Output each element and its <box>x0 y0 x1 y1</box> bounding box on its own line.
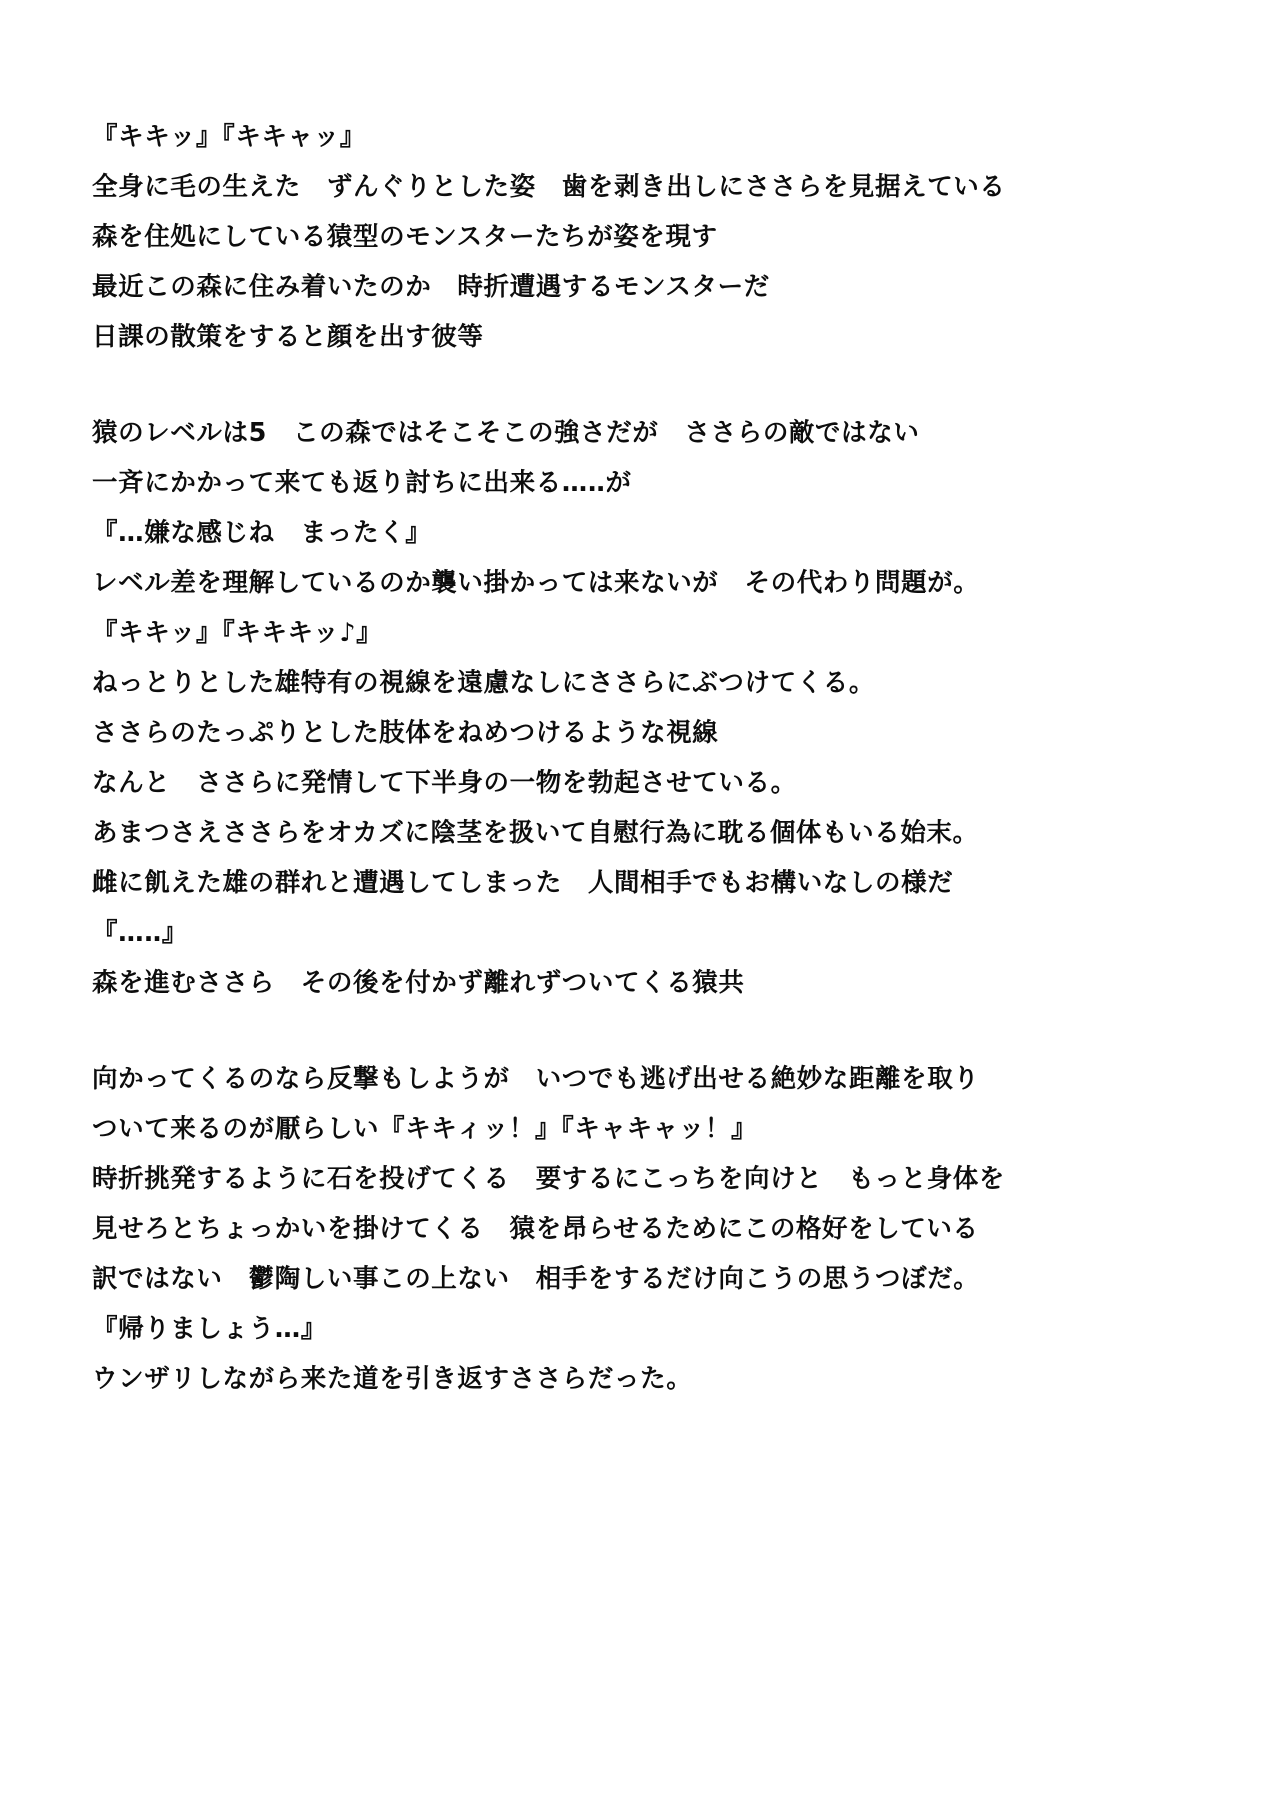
text-line: ウンザリしながら来た道を引き返すささらだった。 <box>92 1364 693 1394</box>
text-line: 森を進むささら その後を付かず離れずついてくる猿共 <box>92 968 745 998</box>
text-line: 最近この森に住み着いたのか 時折遭遇するモンスターだ <box>92 272 770 302</box>
text-line: なんと ささらに発情して下半身の一物を勃起させている。 <box>92 768 797 798</box>
text-line: ささらのたっぷりとした肢体をねめつけるような視線 <box>92 718 719 748</box>
text-line: 訳ではない 鬱陶しい事この上ない 相手をするだけ向こうの思うつぼだ。 <box>92 1264 980 1294</box>
text-line: 森を住処にしている猿型のモンスターたちが姿を現す <box>92 222 718 252</box>
text-block-2 <box>92 408 1190 1008</box>
text-line: 『帰りましょう…』 <box>92 1314 327 1344</box>
text-line: 見せろとちょっかいを掛けてくる 猿を昂らせるためにこの格好をしている <box>92 1214 979 1244</box>
text-line: ついて来るのが厭らしい『キキィッ！』『キャキャッ！』 <box>92 1114 758 1144</box>
text-line: あまつさえささらをオカズに陰茎を扱いて自慰行為に耽る個体もいる始末。 <box>92 818 979 848</box>
text-line: 『キキッ』『キキキッ♪』 <box>92 618 383 648</box>
text-line: レベル差を理解しているのか襲い掛かっては来ないが その代わり問題が。 <box>92 568 980 598</box>
text-line: 時折挑発するように石を投げてくる 要するにこっちを向けと もっと身体を <box>92 1164 1005 1194</box>
text-line: 猿のレベルは5 この森ではそこそこの強さだが ささらの敵ではない <box>92 418 920 448</box>
text-line: ねっとりとした雄特有の視線を遠慮なしにささらにぶつけてくる。 <box>92 668 876 698</box>
text-line: 『…嫌な感じね まったく』 <box>92 518 432 548</box>
text-line: 日課の散策をすると顔を出す彼等 <box>92 322 484 352</box>
text-line: 一斉にかかって来ても返り討ちに出来る…‥が <box>92 468 632 498</box>
text-line: 『キキッ』『キキャッ』 <box>92 122 366 152</box>
text-block-1 <box>92 112 1190 362</box>
text-block-3 <box>92 1054 1190 1404</box>
text-line: 全身に毛の生えた ずんぐりとした姿 歯を剥き出しにささらを見据えている <box>92 172 1006 202</box>
text-line: 雌に飢えた雄の群れと遭遇してしまった 人間相手でもお構いなしの様だ <box>92 868 954 898</box>
text-line: 向かってくるのなら反撃もしようが いつでも逃げ出せる絶妙な距離を取り <box>92 1064 980 1094</box>
text-line: 『…‥』 <box>92 918 188 948</box>
